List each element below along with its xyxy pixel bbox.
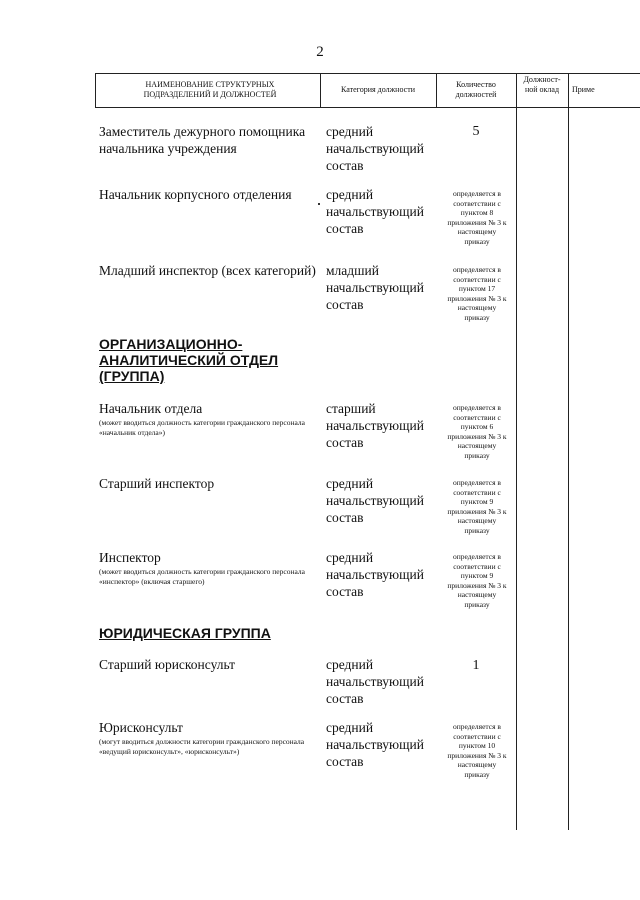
position-note: (может вводиться должность категории гражданского персонала «инспектор» (включая старшего) (99, 567, 305, 586)
position-category: средний начальствующий состав (326, 550, 424, 599)
position-category: средний начальствующий состав (326, 657, 424, 706)
table-top-border (95, 73, 640, 74)
position-name (99, 549, 324, 586)
position-quantity: определяется в соответствии с пунктом 8 приложения № 3 к настоящему приказу (447, 189, 507, 246)
section-title: ОРГАНИЗАЦИОННО-АНАЛИТИЧЕСКИЙ ОТДЕЛ (ГРУППА) (99, 336, 279, 384)
position-quantity: 5 (472, 124, 480, 139)
col-divider (320, 73, 321, 108)
header-salary: Должност-ной оклад (523, 75, 561, 94)
position-title: Заместитель дежурного помощника начальника учреждения (99, 124, 306, 156)
col-divider (568, 73, 569, 830)
position-quantity: определяется в соответствии с пунктом 9 приложения № 3 к настоящему приказу (447, 552, 507, 609)
position-title: Старший инспектор (99, 476, 215, 491)
col-divider (436, 73, 437, 108)
position-title: Младший инспектор (всех категорий) (99, 263, 316, 278)
position-category: средний начальствующий состав (326, 187, 424, 236)
position-quantity: определяется в соответствии с пунктом 6 приложения № 3 к настоящему приказу (447, 403, 507, 460)
col-divider (95, 73, 96, 108)
position-title: Юрисконсульт (99, 720, 183, 735)
position-category: средний начальствующий состав (326, 476, 424, 525)
position-name (99, 123, 324, 157)
position-category: старший начальствующий состав (326, 401, 424, 450)
table-header-bottom-border (95, 107, 640, 108)
position-quantity: определяется в соответствии с пунктом 17 приложения № 3 к настоящему приказу (447, 265, 507, 322)
position-title: Инспектор (99, 550, 161, 565)
scan-speck (318, 203, 320, 205)
position-note: (могут вводиться должности категории гражданского персонала «ведущий юрисконсульт», «юрисконсульт») (99, 737, 305, 756)
position-title: Начальник корпусного отделения (99, 187, 292, 202)
position-name (99, 719, 324, 756)
position-name (99, 475, 324, 492)
position-name (99, 186, 324, 203)
position-quantity: определяется в соответствии с пунктом 9 приложения № 3 к настоящему приказу (447, 478, 507, 535)
position-quantity: 1 (472, 658, 480, 673)
position-note: (может вводиться должность категории гражданского персонала «начальник отдела») (99, 418, 305, 437)
position-title: Начальник отдела (99, 401, 203, 416)
header-name: НАИМЕНОВАНИЕ СТРУКТУРНЫХ ПОДРАЗДЕЛЕНИЙ И ДОЛЖНОСТЕЙ (143, 80, 277, 99)
section-title: ЮРИДИЧЕСКАЯ ГРУППА (99, 625, 271, 641)
position-category: средний начальствующий состав (326, 124, 424, 173)
page-number: 2 (316, 44, 324, 60)
position-name (99, 656, 324, 673)
header-note: Приме (572, 85, 595, 94)
position-category: средний начальствующий состав (326, 720, 424, 769)
header-category: Категория должности (341, 85, 415, 94)
position-name (99, 262, 324, 279)
header-quantity: Количество должностей (455, 80, 497, 99)
position-name (99, 400, 324, 437)
position-title: Старший юрисконсульт (99, 657, 236, 672)
position-category: младший начальствующий состав (326, 263, 424, 312)
position-quantity: определяется в соответствии с пунктом 10 приложения № 3 к настоящему приказу (447, 722, 507, 779)
col-divider (516, 73, 517, 830)
